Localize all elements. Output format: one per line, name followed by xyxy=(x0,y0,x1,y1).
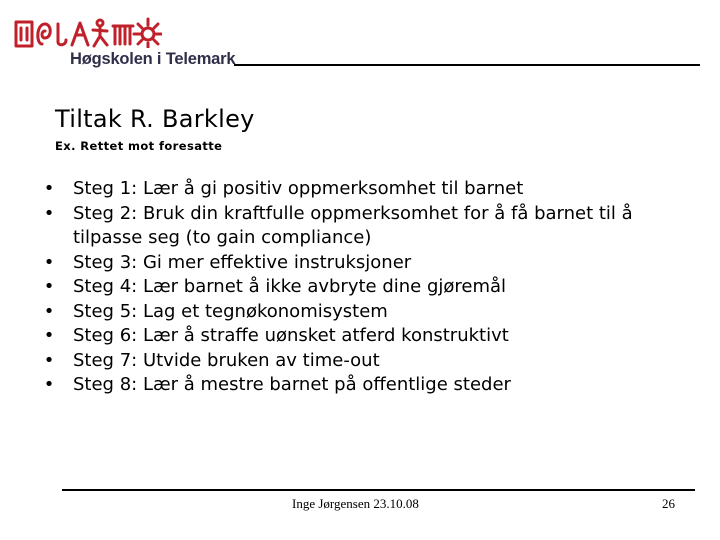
bullet-text: Steg 3: Gi mer effektive instruksjoner xyxy=(73,251,412,273)
bullet-text: Steg 6: Lær å straffe uønsket atferd konstruktivt xyxy=(73,325,509,346)
list-item xyxy=(0,373,720,398)
footer-author-date: Inge Jørgensen 23.10.08 xyxy=(292,496,419,511)
bullet-icon: • xyxy=(43,202,55,224)
list-item xyxy=(0,202,720,251)
bullet-text: Steg 7: Utvide bruken av time-out xyxy=(73,349,380,371)
bullet-list xyxy=(0,177,720,398)
bullet-icon: • xyxy=(43,374,55,395)
bullet-icon: • xyxy=(43,325,55,346)
list-item xyxy=(0,324,720,349)
bullet-text: Steg 4: Lær barnet å ikke avbryte dine gjøremål xyxy=(73,276,507,297)
bullet-icon: • xyxy=(43,178,55,199)
bullet-text: Steg 5: Lag et tegnøkonomisystem xyxy=(73,300,388,322)
list-item xyxy=(0,275,720,300)
list-item xyxy=(0,177,720,202)
bullet-icon: • xyxy=(43,276,55,297)
footer-divider xyxy=(62,489,695,491)
bullet-icon: • xyxy=(43,349,55,371)
list-item xyxy=(0,251,720,276)
list-item xyxy=(0,349,720,374)
bullet-icon: • xyxy=(43,300,55,322)
header-divider xyxy=(234,64,700,66)
bullet-text: Steg 1: Lær å gi positiv oppmerksomhet til barnet xyxy=(73,178,524,199)
list-item xyxy=(0,300,720,325)
slide-title: Tiltak R. Barkley xyxy=(55,105,255,133)
page-number: 26 xyxy=(662,496,675,511)
slide-subtitle: Ex. Rettet mot foresatte xyxy=(55,139,223,153)
rune-logo-icon xyxy=(14,14,162,48)
institution-name: Høgskolen i Telemark xyxy=(70,50,236,68)
bullet-icon: • xyxy=(43,251,55,273)
bullet-text: Steg 8: Lær å mestre barnet på offentlige steder xyxy=(73,374,511,395)
bullet-text: Steg 2: Bruk din kraftfulle oppmerksomhet for å få barnet til å tilpasse seg (to gain compliance) xyxy=(73,202,633,248)
